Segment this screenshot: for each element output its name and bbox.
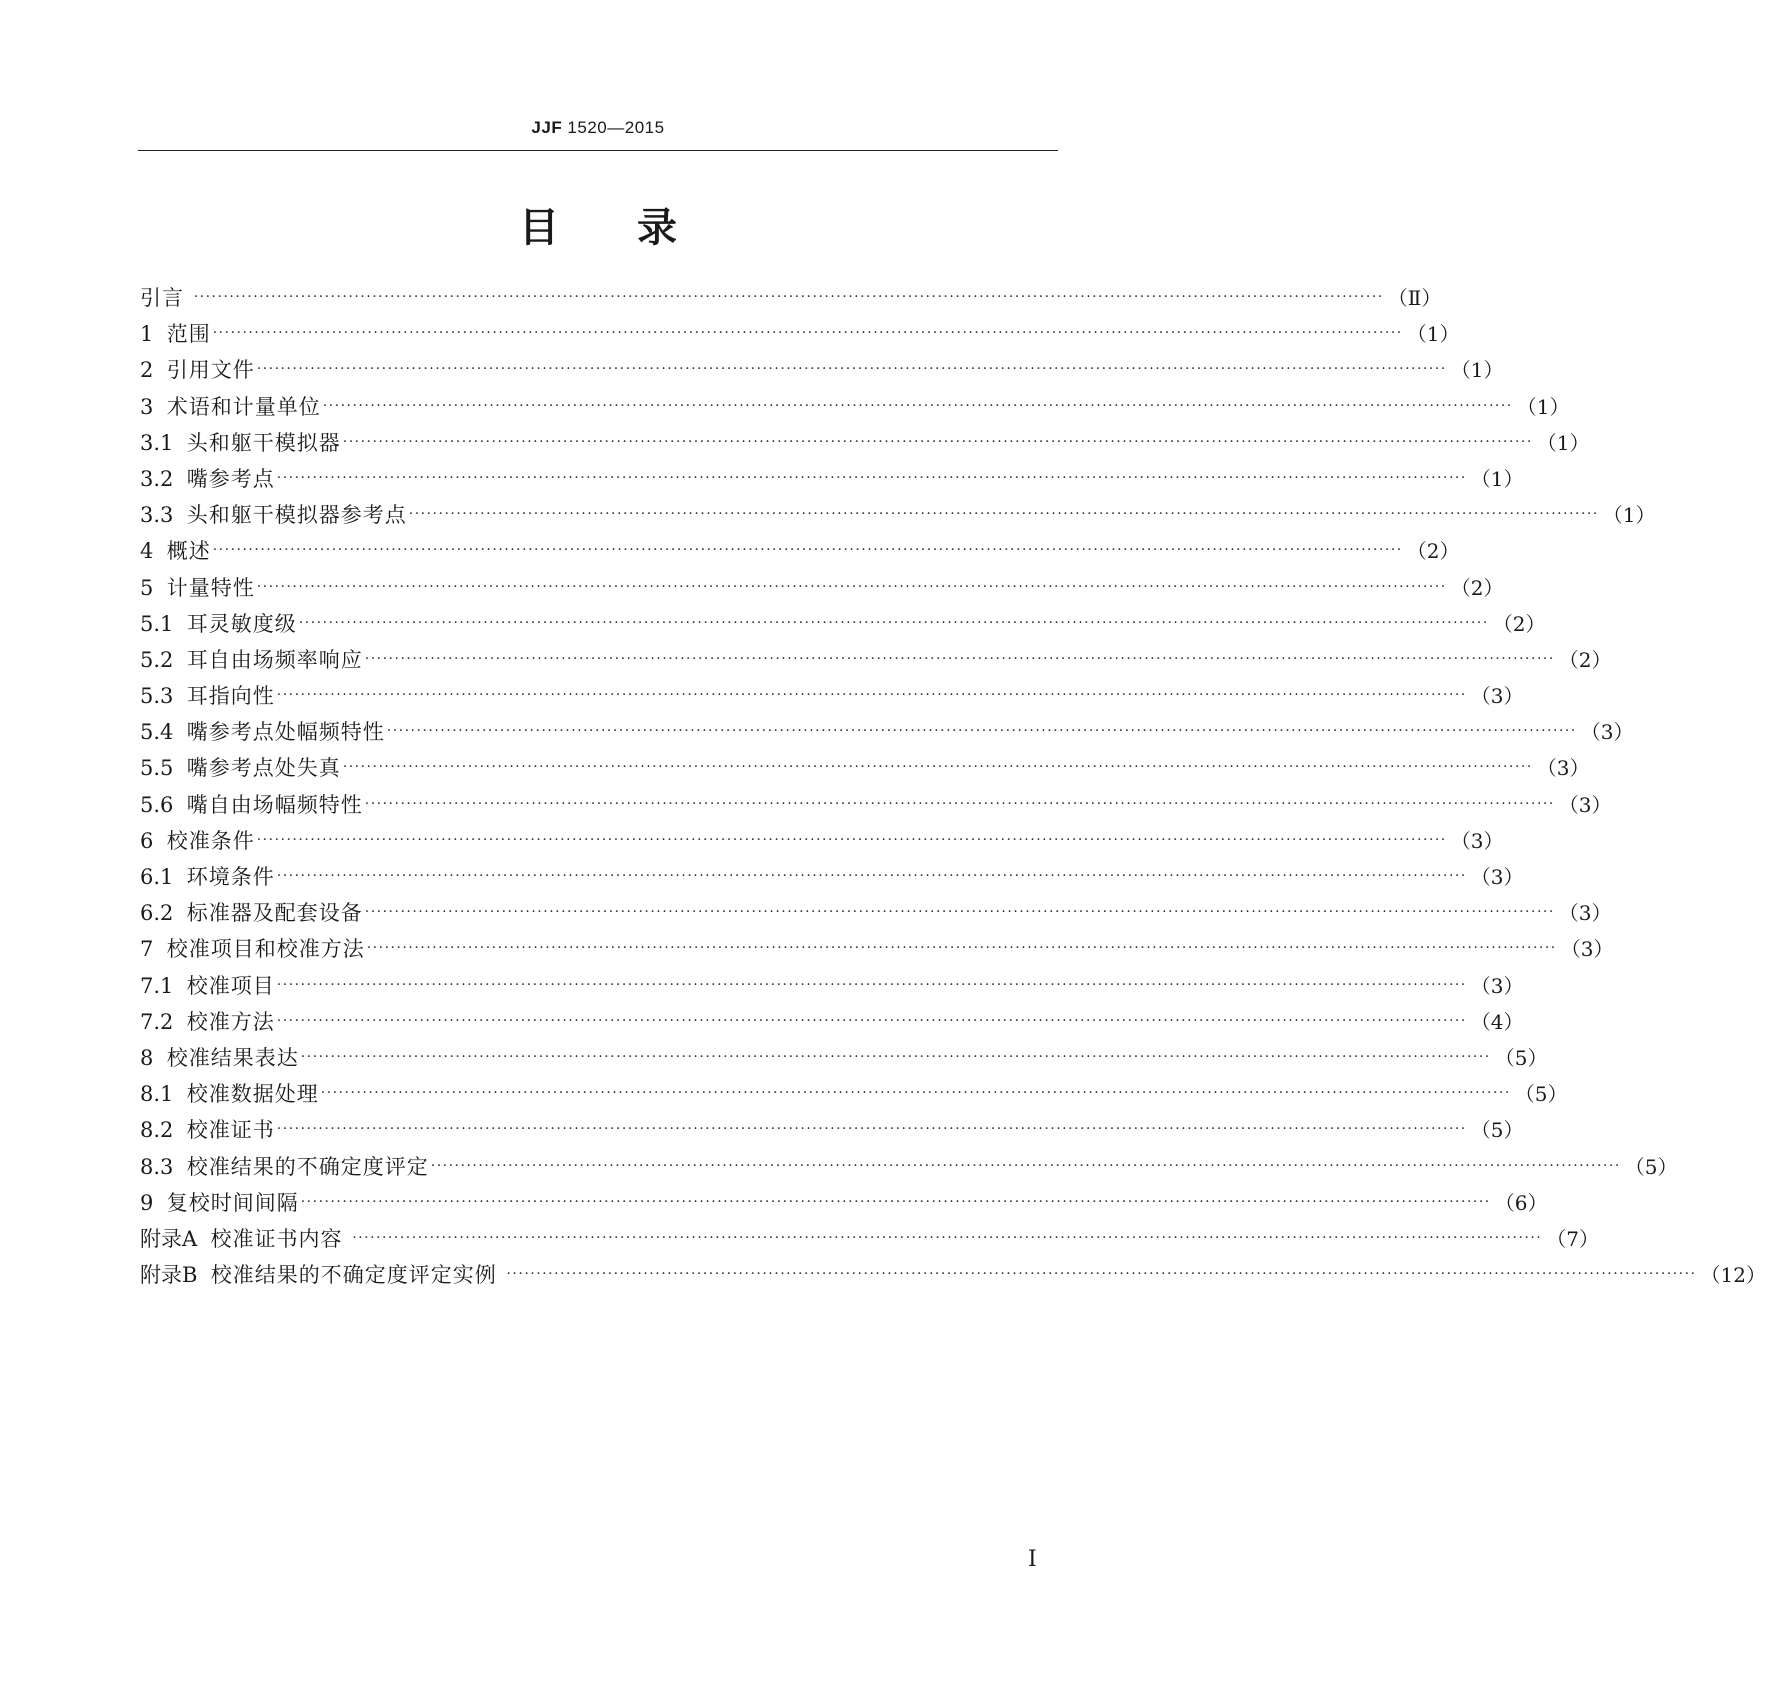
toc-entry-page: （3） — [1560, 937, 1614, 962]
toc-entry-title: 概述 — [166, 539, 211, 564]
toc-dot-leader: ········································································································································································································ — [352, 1229, 1543, 1246]
toc-entry-title: 环境条件 — [186, 865, 275, 889]
toc-entry[interactable] — [140, 1112, 1524, 1148]
toc-entry-page: （2） — [1492, 611, 1546, 636]
toc-entry[interactable] — [140, 750, 1590, 786]
toc-entry-number: 5.4 — [140, 720, 187, 745]
toc-entry-page: （Ⅱ） — [1387, 286, 1442, 310]
toc-entry[interactable] — [140, 1149, 1678, 1185]
page-number: Ⅰ — [1028, 1547, 1037, 1572]
toc-entry-page: （3） — [1580, 720, 1634, 745]
toc-dot-leader: ········································································································································································································ — [212, 325, 1403, 342]
toc-dot-leader: ········································································································································································································ — [276, 469, 1467, 486]
toc-entry-number: 3.3 — [140, 503, 187, 528]
toc-dot-leader: ········································································································································································································ — [320, 1085, 1511, 1102]
toc-entry-page: （5） — [1470, 1118, 1524, 1143]
toc-entry-title: 嘴参考点处失真 — [186, 756, 341, 781]
toc-entry[interactable] — [140, 1076, 1568, 1112]
toc-entry-number: 7.1 — [140, 973, 187, 998]
toc-entry-number: 5 — [140, 575, 167, 600]
toc-entry[interactable] — [140, 1040, 1548, 1076]
toc-dot-leader: ········································································································································································································ — [364, 795, 1555, 812]
toc-entry-number: 8.3 — [140, 1154, 187, 1179]
toc-entry-number: 7.2 — [140, 1009, 187, 1034]
toc-entry-page: （4） — [1470, 1009, 1524, 1034]
document-code-prefix: JJF — [531, 118, 563, 137]
toc-entry[interactable] — [140, 606, 1546, 642]
toc-entry[interactable] — [140, 787, 1612, 823]
toc-entry-title: 嘴自由场幅频特性 — [186, 792, 363, 817]
toc-dot-leader: ········································································································································································································ — [300, 1193, 1491, 1210]
toc-entry-number: 5.1 — [140, 611, 187, 636]
toc-dot-leader: ········································································································································································································ — [212, 542, 1403, 559]
toc-dot-leader: ········································································································································································································ — [256, 361, 1447, 378]
toc-entry-title: 范围 — [166, 322, 211, 347]
toc-entry[interactable] — [140, 859, 1524, 895]
toc-entry-number: 7 — [140, 937, 167, 962]
toc-entry[interactable] — [140, 714, 1634, 750]
toc-entry-title: 耳灵敏度级 — [186, 611, 297, 636]
toc-entry-page: （3） — [1470, 973, 1524, 998]
toc-entry-page: （1） — [1470, 466, 1524, 491]
toc-entry-number: 6.2 — [140, 901, 187, 926]
toc-entry[interactable] — [140, 1185, 1548, 1221]
toc-entry-page: （6） — [1494, 1190, 1548, 1215]
toc-entry-page: （3） — [1536, 756, 1590, 781]
toc-entry-page: （12） — [1700, 1263, 1766, 1288]
toc-entry[interactable] — [140, 389, 1570, 425]
toc-entry-title: 引用文件 — [166, 358, 255, 383]
toc-entry-title: 头和躯干模拟器 — [186, 430, 341, 455]
toc-entry-number: 3.1 — [140, 430, 187, 455]
toc-entry-title: 校准证书内容 — [210, 1226, 351, 1251]
toc-entry[interactable] — [140, 823, 1504, 859]
toc-entry-title: 耳指向性 — [186, 684, 275, 709]
toc-entry[interactable] — [140, 931, 1614, 967]
toc-entry-page: （1） — [1516, 394, 1570, 419]
toc-entry-title: 计量特性 — [166, 575, 255, 600]
toc-dot-leader: ········································································································································································································ — [276, 1012, 1467, 1029]
running-header — [138, 118, 1058, 138]
toc-dot-leader: ········································································································································································································ — [276, 1121, 1467, 1138]
toc-entry-title: 复校时间间隔 — [166, 1190, 299, 1215]
toc-entry-page: （3） — [1470, 865, 1524, 889]
toc-entry-page: （1） — [1450, 358, 1504, 383]
toc-entry-number: 6.1 — [140, 865, 187, 889]
toc-entry[interactable] — [140, 533, 1460, 569]
toc-entry-title: 嘴参考点 — [186, 466, 275, 491]
toc-dot-leader: ········································································································································································································ — [193, 289, 1384, 305]
toc-entry[interactable] — [140, 642, 1612, 678]
toc-dot-leader: ········································································································································································································ — [364, 650, 1555, 667]
toc-entry[interactable] — [140, 1221, 1599, 1257]
toc-entry[interactable] — [140, 1004, 1524, 1040]
toc-entry-title: 耳自由场频率响应 — [186, 647, 363, 672]
toc-entry-number: 3 — [140, 394, 167, 419]
toc-entry-title: 校准结果的不确定度评定实例 — [210, 1263, 505, 1288]
toc-entry-title: 头和躯干模拟器参考点 — [186, 503, 407, 528]
document-code-number: 1520—2015 — [562, 118, 665, 137]
toc-entry-page: （3） — [1470, 684, 1524, 709]
toc-dot-leader: ········································································································································································································ — [276, 868, 1467, 884]
toc-dot-leader: ········································································································································································································ — [430, 1157, 1621, 1174]
toc-dot-leader: ········································································································································································································ — [276, 687, 1467, 704]
toc-entry[interactable] — [140, 570, 1504, 606]
toc-entry[interactable] — [140, 1257, 1766, 1293]
toc-entry[interactable] — [140, 895, 1612, 931]
toc-entry-title: 校准结果的不确定度评定 — [186, 1154, 429, 1179]
toc-entry[interactable] — [140, 352, 1504, 388]
toc-entry-number: 5.3 — [140, 684, 187, 709]
toc-dot-leader: ········································································································································································································ — [342, 433, 1533, 450]
toc-entry-number: 9 — [140, 1190, 167, 1215]
document-code — [531, 118, 664, 137]
toc-entry[interactable] — [140, 280, 1442, 316]
toc-entry-number: 5.2 — [140, 647, 187, 672]
toc-entry-number: 6 — [140, 828, 167, 853]
toc-entry-number: 附录A — [140, 1226, 211, 1251]
toc-entry-number: 4 — [140, 539, 167, 564]
toc-entry-title: 校准方法 — [186, 1009, 275, 1034]
toc-entry-number: 附录B — [140, 1263, 211, 1288]
toc-entry-page: （1） — [1406, 322, 1460, 347]
toc-entry-title: 校准数据处理 — [186, 1082, 319, 1107]
toc-dot-leader: ········································································································································································································ — [366, 940, 1557, 957]
toc-dot-leader: ········································································································································································································ — [300, 1048, 1491, 1065]
toc-entry-title: 校准条件 — [166, 828, 255, 853]
toc-dot-leader: ········································································································································································································ — [364, 904, 1555, 921]
toc-entry-number: 2 — [140, 358, 167, 383]
toc-dot-leader: ········································································································································································································ — [506, 1266, 1697, 1283]
toc-entry-number: 3.2 — [140, 466, 187, 491]
toc-dot-leader: ········································································································································································································ — [342, 759, 1533, 776]
toc-title: 目录 — [519, 205, 755, 251]
toc-entry[interactable] — [140, 425, 1590, 461]
toc-dot-leader: ········································································································································································································ — [298, 614, 1489, 631]
toc-entry-title: 术语和计量单位 — [166, 394, 321, 419]
toc-entry-number: 8.1 — [140, 1082, 187, 1107]
toc-entry[interactable] — [140, 678, 1524, 714]
toc-entry-page: （3） — [1450, 828, 1504, 853]
toc-entry-title: 标准器及配套设备 — [186, 901, 363, 926]
toc-entry-number: 8 — [140, 1045, 167, 1070]
toc-entry-page: （5） — [1514, 1082, 1568, 1107]
header-rule — [138, 150, 1058, 151]
toc-dot-leader: ········································································································································································································ — [256, 578, 1447, 595]
toc-dot-leader: ········································································································································································································ — [386, 723, 1577, 740]
toc-entry-number: 1 — [140, 322, 167, 347]
toc-dot-leader: ········································································································································································································ — [256, 831, 1447, 848]
toc-entry-page: （7） — [1546, 1226, 1599, 1251]
toc-entry-title: 嘴参考点处幅频特性 — [186, 720, 385, 745]
table-of-contents — [140, 280, 1766, 1293]
toc-dot-leader: ········································································································································································································ — [322, 397, 1513, 414]
toc-entry-page: （5） — [1494, 1045, 1548, 1070]
toc-entry-page: （1） — [1602, 503, 1656, 528]
toc-entry-title: 引言 — [140, 286, 192, 310]
toc-entry-page: （5） — [1624, 1154, 1678, 1179]
toc-entry-page: （2） — [1558, 647, 1612, 672]
toc-entry-page: （2） — [1450, 575, 1504, 600]
toc-entry[interactable] — [140, 497, 1656, 533]
toc-entry-page: （3） — [1558, 901, 1612, 926]
toc-entry[interactable] — [140, 461, 1524, 497]
toc-dot-leader: ········································································································································································································ — [408, 506, 1599, 523]
toc-entry-number: 8.2 — [140, 1118, 187, 1143]
toc-entry-title: 校准证书 — [186, 1118, 275, 1143]
toc-entry-page: （2） — [1406, 539, 1460, 564]
toc-entry-title: 校准结果表达 — [166, 1045, 299, 1070]
toc-entry-title: 校准项目和校准方法 — [166, 937, 365, 962]
toc-entry[interactable] — [140, 316, 1460, 352]
toc-entry-number: 5.5 — [140, 756, 187, 781]
toc-entry[interactable] — [140, 968, 1524, 1004]
toc-entry-title: 校准项目 — [186, 973, 275, 998]
toc-entry-number: 5.6 — [140, 792, 187, 817]
toc-dot-leader: ········································································································································································································ — [276, 976, 1467, 993]
toc-entry-page: （3） — [1558, 792, 1612, 817]
toc-entry-page: （1） — [1536, 430, 1590, 455]
